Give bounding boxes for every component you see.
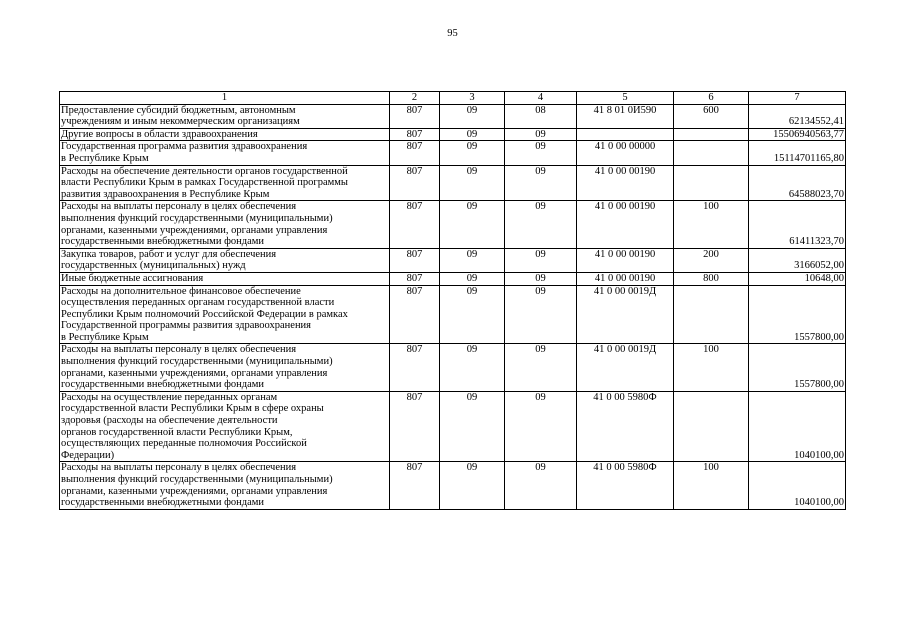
- budget-table: [59, 91, 846, 510]
- row-expense-type: 100: [674, 344, 749, 391]
- row-subsection-code: 09: [505, 165, 577, 201]
- row-amount: 1557800,00: [749, 285, 846, 344]
- row-ministry-code: 807: [390, 128, 440, 141]
- header-cell-7: 7: [749, 92, 846, 105]
- row-amount: 15506940563,77: [749, 128, 846, 141]
- row-subsection-code: 09: [505, 344, 577, 391]
- table-row: [60, 104, 846, 128]
- table-row: [60, 391, 846, 462]
- page-number: 95: [447, 28, 458, 39]
- table-row: [60, 285, 846, 344]
- row-name: Расходы на выплаты персоналу в целях обеспечения выполнения функций государственными (муниципальными) органами, казенными учреждениями, органами управления государственными внебюджетными фондами: [60, 462, 390, 509]
- row-amount: 61411323,70: [749, 201, 846, 248]
- row-amount: 1040100,00: [749, 462, 846, 509]
- row-expense-type: [674, 128, 749, 141]
- row-section-code: 09: [440, 285, 505, 344]
- table-row: [60, 462, 846, 509]
- row-subsection-code: 09: [505, 391, 577, 462]
- row-amount: 62134552,41: [749, 104, 846, 128]
- row-section-code: 09: [440, 391, 505, 462]
- row-ministry-code: 807: [390, 462, 440, 509]
- row-ministry-code: 807: [390, 201, 440, 248]
- row-section-code: 09: [440, 104, 505, 128]
- row-target-code: [577, 128, 674, 141]
- header-cell-1: 1: [60, 92, 390, 105]
- header-cell-2: 2: [390, 92, 440, 105]
- row-name: Расходы на выплаты персоналу в целях обеспечения выполнения функций государственными (муниципальными) органами, казенными учреждениями, органами управления государственными внебюджетными фондами: [60, 344, 390, 391]
- row-target-code: 41 0 00 00190: [577, 165, 674, 201]
- row-section-code: 09: [440, 272, 505, 285]
- row-ministry-code: 807: [390, 104, 440, 128]
- row-ministry-code: 807: [390, 285, 440, 344]
- row-name: Расходы на дополнительное финансовое обеспечение осуществления переданных органам государственной власти Республики Крым полномочий Российской Федерации в рамках Государственной программы развития здравоохранения в Республике Крым: [60, 285, 390, 344]
- row-section-code: 09: [440, 128, 505, 141]
- header-cell-3: 3: [440, 92, 505, 105]
- row-amount: 15114701165,80: [749, 141, 846, 165]
- row-amount: 3166052,00: [749, 248, 846, 272]
- row-name: Другие вопросы в области здравоохранения: [60, 128, 390, 141]
- row-expense-type: 100: [674, 201, 749, 248]
- row-target-code: 41 0 00 5980Ф: [577, 391, 674, 462]
- row-subsection-code: 09: [505, 201, 577, 248]
- row-target-code: 41 0 00 00190: [577, 248, 674, 272]
- row-name: Расходы на обеспечение деятельности органов государственной власти Республики Крым в рамках Государственной программы развития здравоохранения в Республике Крым: [60, 165, 390, 201]
- row-subsection-code: 09: [505, 248, 577, 272]
- row-name: Закупка товаров, работ и услуг для обеспечения государственных (муниципальных) нужд: [60, 248, 390, 272]
- row-section-code: 09: [440, 165, 505, 201]
- row-section-code: 09: [440, 462, 505, 509]
- row-section-code: 09: [440, 141, 505, 165]
- row-amount: 1040100,00: [749, 391, 846, 462]
- row-subsection-code: 09: [505, 128, 577, 141]
- row-name: Расходы на осуществление переданных органам государственной власти Республики Крым в сфере охраны здоровья (расходы на обеспечение деятельности органов государственной власти Республики Крым, осуществляющих переданные полномочия Российской Федерации): [60, 391, 390, 462]
- row-expense-type: [674, 165, 749, 201]
- row-target-code: 41 8 01 0И590: [577, 104, 674, 128]
- table-row: [60, 165, 846, 201]
- row-target-code: 41 0 00 00000: [577, 141, 674, 165]
- table-row: [60, 272, 846, 285]
- row-section-code: 09: [440, 248, 505, 272]
- table-row: [60, 344, 846, 391]
- row-section-code: 09: [440, 344, 505, 391]
- row-expense-type: 800: [674, 272, 749, 285]
- row-target-code: 41 0 00 00190: [577, 272, 674, 285]
- row-subsection-code: 09: [505, 462, 577, 509]
- row-section-code: 09: [440, 201, 505, 248]
- row-subsection-code: 08: [505, 104, 577, 128]
- row-name: Расходы на выплаты персоналу в целях обеспечения выполнения функций государственными (муниципальными) органами, казенными учреждениями, органами управления государственными внебюджетными фондами: [60, 201, 390, 248]
- row-target-code: 41 0 00 0019Д: [577, 344, 674, 391]
- row-amount: 1557800,00: [749, 344, 846, 391]
- row-ministry-code: 807: [390, 165, 440, 201]
- row-name: Иные бюджетные ассигнования: [60, 272, 390, 285]
- table-row: [60, 201, 846, 248]
- row-ministry-code: 807: [390, 141, 440, 165]
- row-name: Государственная программа развития здравоохранения в Республике Крым: [60, 141, 390, 165]
- row-subsection-code: 09: [505, 285, 577, 344]
- row-ministry-code: 807: [390, 391, 440, 462]
- row-expense-type: [674, 391, 749, 462]
- row-target-code: 41 0 00 0019Д: [577, 285, 674, 344]
- row-ministry-code: 807: [390, 272, 440, 285]
- row-expense-type: 100: [674, 462, 749, 509]
- row-target-code: 41 0 00 00190: [577, 201, 674, 248]
- row-name: Предоставление субсидий бюджетным, автономным учреждениям и иным некоммерческим организациям: [60, 104, 390, 128]
- row-subsection-code: 09: [505, 272, 577, 285]
- table-row: [60, 141, 846, 165]
- header-cell-6: 6: [674, 92, 749, 105]
- row-ministry-code: 807: [390, 344, 440, 391]
- table-row: [60, 128, 846, 141]
- row-expense-type: [674, 141, 749, 165]
- row-expense-type: 200: [674, 248, 749, 272]
- row-subsection-code: 09: [505, 141, 577, 165]
- row-target-code: 41 0 00 5980Ф: [577, 462, 674, 509]
- header-cell-5: 5: [577, 92, 674, 105]
- header-cell-4: 4: [505, 92, 577, 105]
- row-expense-type: [674, 285, 749, 344]
- row-amount: 10648,00: [749, 272, 846, 285]
- table-row: [60, 248, 846, 272]
- row-expense-type: 600: [674, 104, 749, 128]
- row-ministry-code: 807: [390, 248, 440, 272]
- header-row: [60, 92, 846, 105]
- row-amount: 64588023,70: [749, 165, 846, 201]
